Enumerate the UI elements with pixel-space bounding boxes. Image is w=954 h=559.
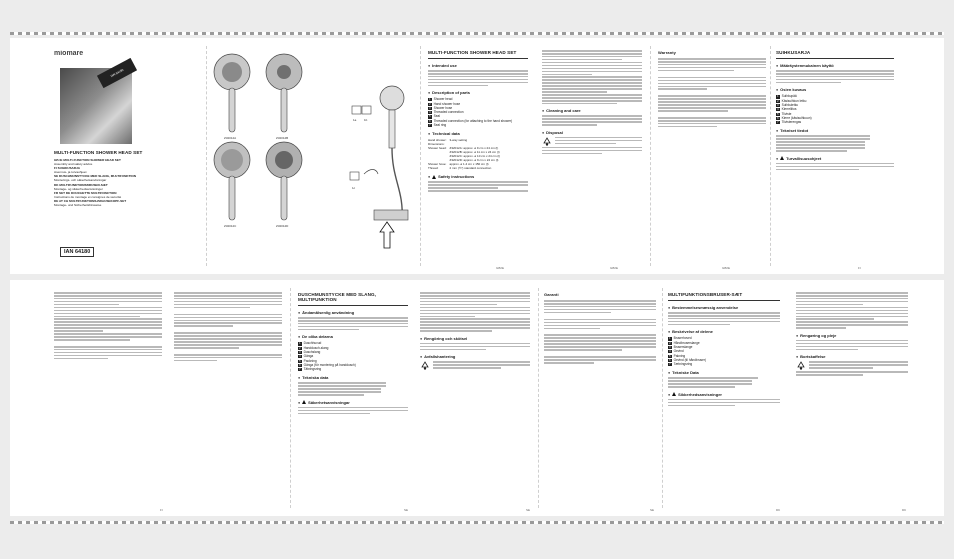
fold-line (538, 288, 539, 508)
fold-line (290, 288, 291, 508)
warranty-heading: Garanti (544, 292, 559, 297)
assembly-illustration (344, 50, 414, 250)
section-heading: SUIHKUSARJA (776, 50, 811, 55)
shower-head-c (214, 142, 250, 220)
parts-list: 1 Duschhuvud 2 Handdusch-slang 3 Duschslang 4 Gänga 5 Packning 6 Gänga (för montering på handdusch) 7 Tätningsring (299, 341, 356, 372)
subsection-safety (668, 392, 780, 397)
gb-panel-1 (428, 50, 528, 262)
section-heading: MULTI-FUNCTION SHOWER HEAD SET (428, 50, 517, 55)
subsection-intended: ● Ändamålsenlig användning (298, 310, 408, 315)
warning-icon (302, 400, 306, 404)
se-panel-1 (298, 292, 408, 504)
part-label: Tiiviste (781, 111, 792, 116)
part-label: Gevind (til håndbruser) (673, 357, 707, 362)
part-label: Bruserhoved (673, 336, 692, 341)
figure-label: 1b (364, 118, 368, 122)
part-label: Shower head (433, 97, 453, 102)
figure-label: 1a (353, 118, 357, 122)
cover-badge: IAN 64180 (97, 58, 137, 88)
part-label: Packning (303, 358, 317, 363)
page-number: DK (776, 508, 781, 512)
fold-line (420, 46, 421, 266)
subsection-disposal: ● Bortskaffelse (796, 354, 908, 359)
heading-rule (668, 300, 780, 301)
part-label: Threaded connection (for attaching to the hand shower) (433, 118, 513, 123)
shower-head-d (266, 142, 302, 220)
lang-subtitle: Monterings- och säkerhetsanvisningar (54, 178, 107, 183)
fold-line (206, 46, 207, 266)
figure-label: 1c (352, 186, 356, 190)
tech-value: approx. ø 1.4 cm x 150 cm (l) (449, 162, 489, 167)
subsection-cleaning: ● Rengöring och skötsel (420, 336, 530, 341)
part-label: Tätningsring (303, 367, 322, 372)
recycle-icon (420, 361, 430, 371)
part-label: Seal (433, 114, 440, 119)
tech-key: Shower hose: (428, 162, 447, 167)
tech-value: 2 mm (½") standard connection (449, 166, 492, 171)
model-caption: Z32012A (224, 136, 237, 140)
dk-panel-2 (796, 292, 908, 504)
page-number: FI (858, 266, 861, 270)
part-label: Käsisuihkun letku (781, 98, 807, 103)
shower-head-b (266, 54, 302, 132)
tech-value: Z32012B: approx. ø 11 cm x 24 cm (l) (449, 150, 500, 155)
subsection-intended: ● Määräystenmukainen käyttö (776, 63, 894, 68)
registration-marks-bottom (10, 521, 944, 524)
part-label: Hand shower hose (433, 101, 461, 106)
part-label: Duschhuvud (303, 341, 322, 346)
subsection-technical: ● Tekniske Data (668, 370, 780, 375)
se-panel-3 (544, 292, 656, 504)
bottom-sheet (10, 280, 944, 516)
page-number: GB/IE (610, 266, 619, 270)
heading-rule (776, 58, 894, 59)
part-label: Gänga (för montering på handdusch) (303, 362, 356, 367)
subsection-technical: ● Tekniset tiedot (776, 128, 894, 133)
cover-title: MULTI-FUNCTION SHOWER HEAD SET (54, 150, 143, 155)
subsection-disposal: ● Avfallshantering (420, 354, 530, 359)
lang-title: MULTIFUNKTIONSBRUSER-SÆT (59, 182, 108, 187)
part-label: Handdusch-slang (303, 345, 329, 350)
tech-key: Hand shower: (428, 138, 447, 143)
safety-heading: Säkerhetsanvisningar (308, 399, 350, 405)
lang-subtitle: Montage- und Sicherheitshinweise (54, 203, 102, 208)
subsection-safety (428, 174, 528, 179)
page-number: GB/IE (496, 266, 505, 270)
tech-value: Z32012A: approx. ø 9 cm x 24 cm (l) (449, 146, 499, 151)
subsection-cleaning: ● Cleaning and care (542, 108, 642, 113)
tech-data-table (428, 138, 528, 170)
subsection-technical: ● Technical data (428, 131, 528, 136)
part-label: Pakning (673, 353, 686, 358)
parts-list: 1 Bruserhoved 2 Håndbruserslange 3 Bruserslange 4 Gevind 5 Pakning 6 Gevind (til håndbruser) 7 Tætningsring (669, 336, 707, 367)
top-sheet (10, 38, 944, 274)
part-label: Shower hose (433, 105, 453, 110)
fi-panel-1 (776, 50, 894, 262)
part-label: Suihkuletku (781, 102, 799, 107)
lang-code: SE (54, 174, 59, 179)
page-number: GB/IE (722, 266, 731, 270)
heading-rule (298, 305, 408, 306)
lang-code: FI (54, 166, 57, 171)
subsection-intended: ● Intended use (428, 63, 528, 68)
part-label: Duschslang (303, 349, 321, 354)
recycle-icon (542, 137, 552, 147)
illustration-panel-assembly (344, 50, 414, 262)
lang-subtitle: Montage- og sikkerhedsanvisninger (54, 186, 103, 191)
part-label: Suihkupää (781, 94, 797, 99)
part-label: Threaded connection (433, 110, 464, 115)
dk-panel-1 (668, 292, 780, 504)
subsection-disposal: ● Disposal (542, 130, 642, 135)
illustration-panel-models (210, 50, 314, 262)
part-label: Kierreliitos (781, 107, 797, 112)
language-list (54, 158, 146, 207)
part-label: Kierre (käsisuihkuun) (781, 115, 812, 120)
warranty-heading: Warranty (658, 50, 676, 55)
parts-list: 1 Suihkupää 2 Käsisuihkun letku 3 Suihkuletku 4 Kierreliitos 5 Tiiviste 6 Kierre (käsisuihkuun) 7 Tiivisterengas (777, 94, 812, 125)
tech-key: Thread: (428, 166, 439, 171)
warning-icon (672, 392, 676, 396)
part-label: Gevind (673, 349, 684, 354)
page-number: SE (650, 508, 655, 512)
page-number: FI (160, 508, 163, 512)
subsection-cleaning: ● Rengøring og pleje (796, 333, 908, 338)
subsection-description: ● Beskrivelse af delene (668, 329, 780, 334)
lang-code: FR (54, 190, 59, 195)
page-number: DK (902, 508, 907, 512)
model-caption: Z32012C (224, 224, 237, 228)
safety-heading: Safety instructions (438, 174, 475, 180)
subsection-description: ● Description of parts (428, 90, 528, 95)
subsection-technical: ● Tekniska data (298, 375, 408, 380)
parts-list: 1 Shower head 2 Hand shower hose 3 Shower hose 4 Threaded connection 5 Seal 6 Threaded connection (for attaching to the hand shower) 7 Seal ring (429, 97, 513, 128)
lang-code: DK (54, 182, 59, 187)
cover-panel (54, 50, 146, 262)
section-heading: DUSCHMUNSTYCKE MED SLANG, MULTIFUNKTION (298, 292, 377, 302)
shower-heads-illustration (210, 50, 314, 250)
tech-value: Z32012C: approx. ø 10 cm x 24 cm (l) (449, 154, 501, 159)
fi-panel-3 (174, 292, 282, 504)
part-label: Håndbruserslange (673, 340, 700, 345)
se-panel-2 (420, 292, 530, 504)
fi-panel-2 (54, 292, 162, 504)
lang-title: MULTIFUNKTIONS-BRAUSEKOPF-SET (69, 198, 127, 203)
gb-panel-2 (542, 50, 642, 262)
lang-code: DE AT CH (54, 198, 69, 203)
tech-value: Z32012D: approx. ø 9 cm x 24 cm (l) (449, 158, 499, 163)
tech-key: Shower head: (428, 146, 447, 151)
page-number: SE (404, 508, 409, 512)
recycle-icon (796, 361, 806, 371)
warning-icon (432, 175, 436, 179)
heading-rule (428, 58, 528, 59)
subsection-safety (776, 156, 894, 161)
part-label: Seal ring (433, 123, 447, 128)
part-label: Gänga (303, 354, 314, 359)
fold-line (770, 46, 771, 266)
tech-value: 3-way setting (449, 138, 468, 143)
lang-title: DUSCHMUNSTYCKE MED SLANG, MULTIFUNKTION (59, 174, 136, 179)
part-label: Tiivisterengas (781, 120, 802, 125)
tech-key: Dimensions: (428, 142, 445, 147)
cover-product-photo (60, 68, 132, 144)
shower-head-a (214, 54, 250, 132)
warning-icon (780, 156, 784, 160)
ian-number: IAN 64180 (60, 247, 94, 257)
safety-heading: Turvallisuusohjeet (786, 155, 822, 161)
lang-code: GB IE (54, 158, 63, 162)
subsection-safety (298, 400, 408, 405)
part-label: Bruserslange (673, 344, 693, 349)
safety-heading: Sikkerhedsanvisninger (678, 391, 722, 397)
model-caption: Z32012B (276, 136, 289, 140)
model-caption: Z32012D (276, 224, 289, 228)
page-number: SE (526, 508, 531, 512)
subsection-intended: ● Bestemmelsesmæssig anvendelse (668, 305, 780, 310)
fold-line (650, 46, 651, 266)
gb-panel-3 (658, 50, 766, 262)
lang-title: SUIHKUSARJA (57, 166, 80, 171)
lang-title: MULTI-FUNCTION SHOWER HEAD SET (63, 158, 121, 162)
section-heading: MULTIFUNKTIONSBRUSER-SÆT (668, 292, 743, 297)
fold-line (662, 288, 663, 508)
part-label: Tætningsring (673, 362, 693, 367)
lang-title: SET DE DOUCHETTE MULTIFONCTION (59, 190, 117, 195)
lang-subtitle: Asennus- ja turvaohjeet (54, 170, 87, 175)
subsection-description: ● Osien kuvaus (776, 87, 894, 92)
lang-subtitle: Assembly and safety advice (54, 162, 93, 167)
registration-marks-top (10, 32, 944, 35)
subsection-description: ● De olika delarna (298, 334, 408, 339)
brand-logo: miomare (54, 50, 84, 57)
lang-subtitle: Instructions de montage et consignes de sécurité (54, 194, 122, 199)
